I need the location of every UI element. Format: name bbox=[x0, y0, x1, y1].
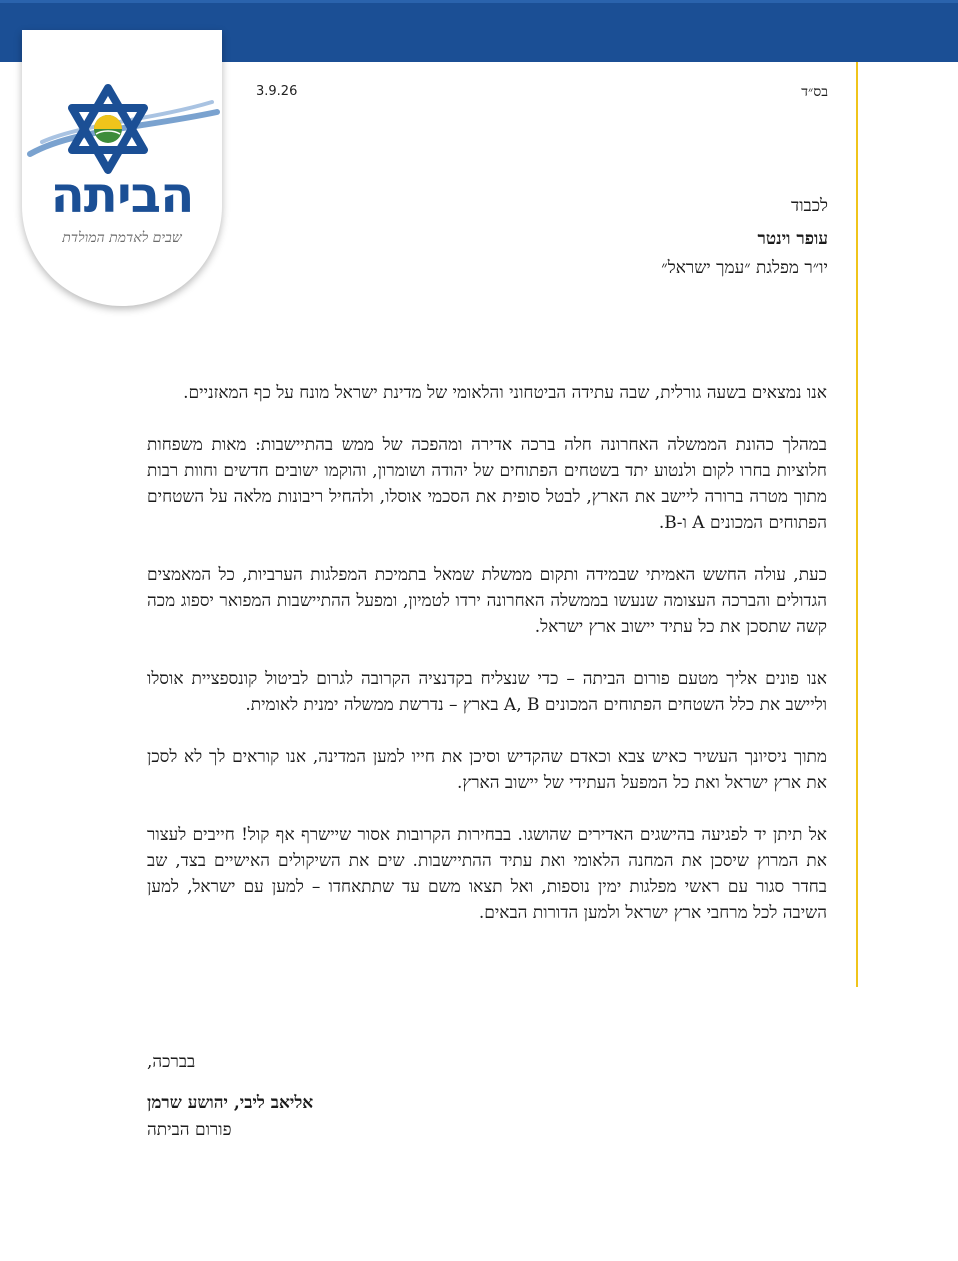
body-paragraph: מתוך ניסיונך העשיר כאיש צבא וכאדם שהקדיש וסיכן את חייו למען המדינה, אנו קוראים לך לא לסכן את ארץ ישראל ואת כל המפעל העתידי של יישוב הארץ. bbox=[147, 747, 827, 793]
logo-tagline: שבים לאדמת המולדת bbox=[62, 230, 182, 246]
letter-body bbox=[147, 380, 827, 952]
signers: אליאב ליבי, יהושע שרמן bbox=[147, 1093, 314, 1113]
body-paragraph: אל תיתן יד לפגיעה בהישגים האדירים שהושגו. בבחירות הקרובות אסור שיישרף אף קול! חייבים לעצור את המרוץ שיסכן את המחנה הלאומי ואת עתיד ההתיישבות. שים את השיקולים האישיים בצד, שב בחדר סגור עם ראשי מפלגות ימין נוספות, ואל תצאו משם עד שתתאחדו – למען עם ישראל, למען השיבה לכל מרחבי ארץ ישראל ולמען הדורות הבאים. bbox=[147, 825, 827, 923]
letter-date: 3.9.26 bbox=[256, 84, 298, 99]
closing-greeting: בברכה, bbox=[147, 1052, 196, 1072]
letterhead-bar-strip bbox=[0, 0, 958, 3]
body-paragraph: כעת, עולה החשש האמיתי שבמידה ותקום ממשלת שמאל בתמיכת המפלגות הערביות, כל המאמצים הגדולים והברכה העצומה שנעשו בממשלה האחרונה ירדו לטמיון, ומפעל ההתיישבות המפואר יספוג מכה קשה שתסכן את כל עתיד יישוב ארץ ישראל. bbox=[147, 565, 827, 637]
recipient-name: עופר וינטר bbox=[757, 229, 828, 249]
margin-rule bbox=[856, 62, 858, 987]
body-paragraph: אנו נמצאים בשעה גורלית, שבה עתידה הביטחוני והלאומי של מדינת ישראל מונח על כף המאזניים. bbox=[183, 383, 827, 403]
salutation: לכבוד bbox=[791, 196, 828, 216]
body-paragraph: במהלך כהונת הממשלה האחרונה חלה ברכה אדירה ומהפכה של ממש בהתיישבות: מאות משפחות חלוציות בחרו לקום ולנטוע יתד בשטחים הפתוחים של יהודה ושומרון, והוקמו ישובים חדשים וחוות רבות מתוך מטרה ברורה ליישב את הארץ, לבטל סופית את הסכמי אוסלו, ולהחיל ריבונות מלאה על השטחים הפתוחים המכונים A ו-B. bbox=[147, 435, 827, 533]
body-paragraph: אנו פונים אליך מטעם פורום הביתה – כדי שנצליח בקדנציה הקרובה לגרום לביטול קונספציית אוסלו וליישב את כלל השטחים הפתוחים המכונים A, B בארץ – נדרשת ממשלה ימנית לאומית. bbox=[147, 669, 827, 715]
logo-wordmark: הביתה bbox=[50, 166, 194, 224]
signing-organization: פורום הביתה bbox=[147, 1120, 232, 1140]
recipient-title: יו״ר מפלגת ״עמך ישראל״ bbox=[661, 258, 828, 278]
bsd-heading: בס״ד bbox=[801, 84, 828, 100]
logo bbox=[22, 30, 222, 306]
